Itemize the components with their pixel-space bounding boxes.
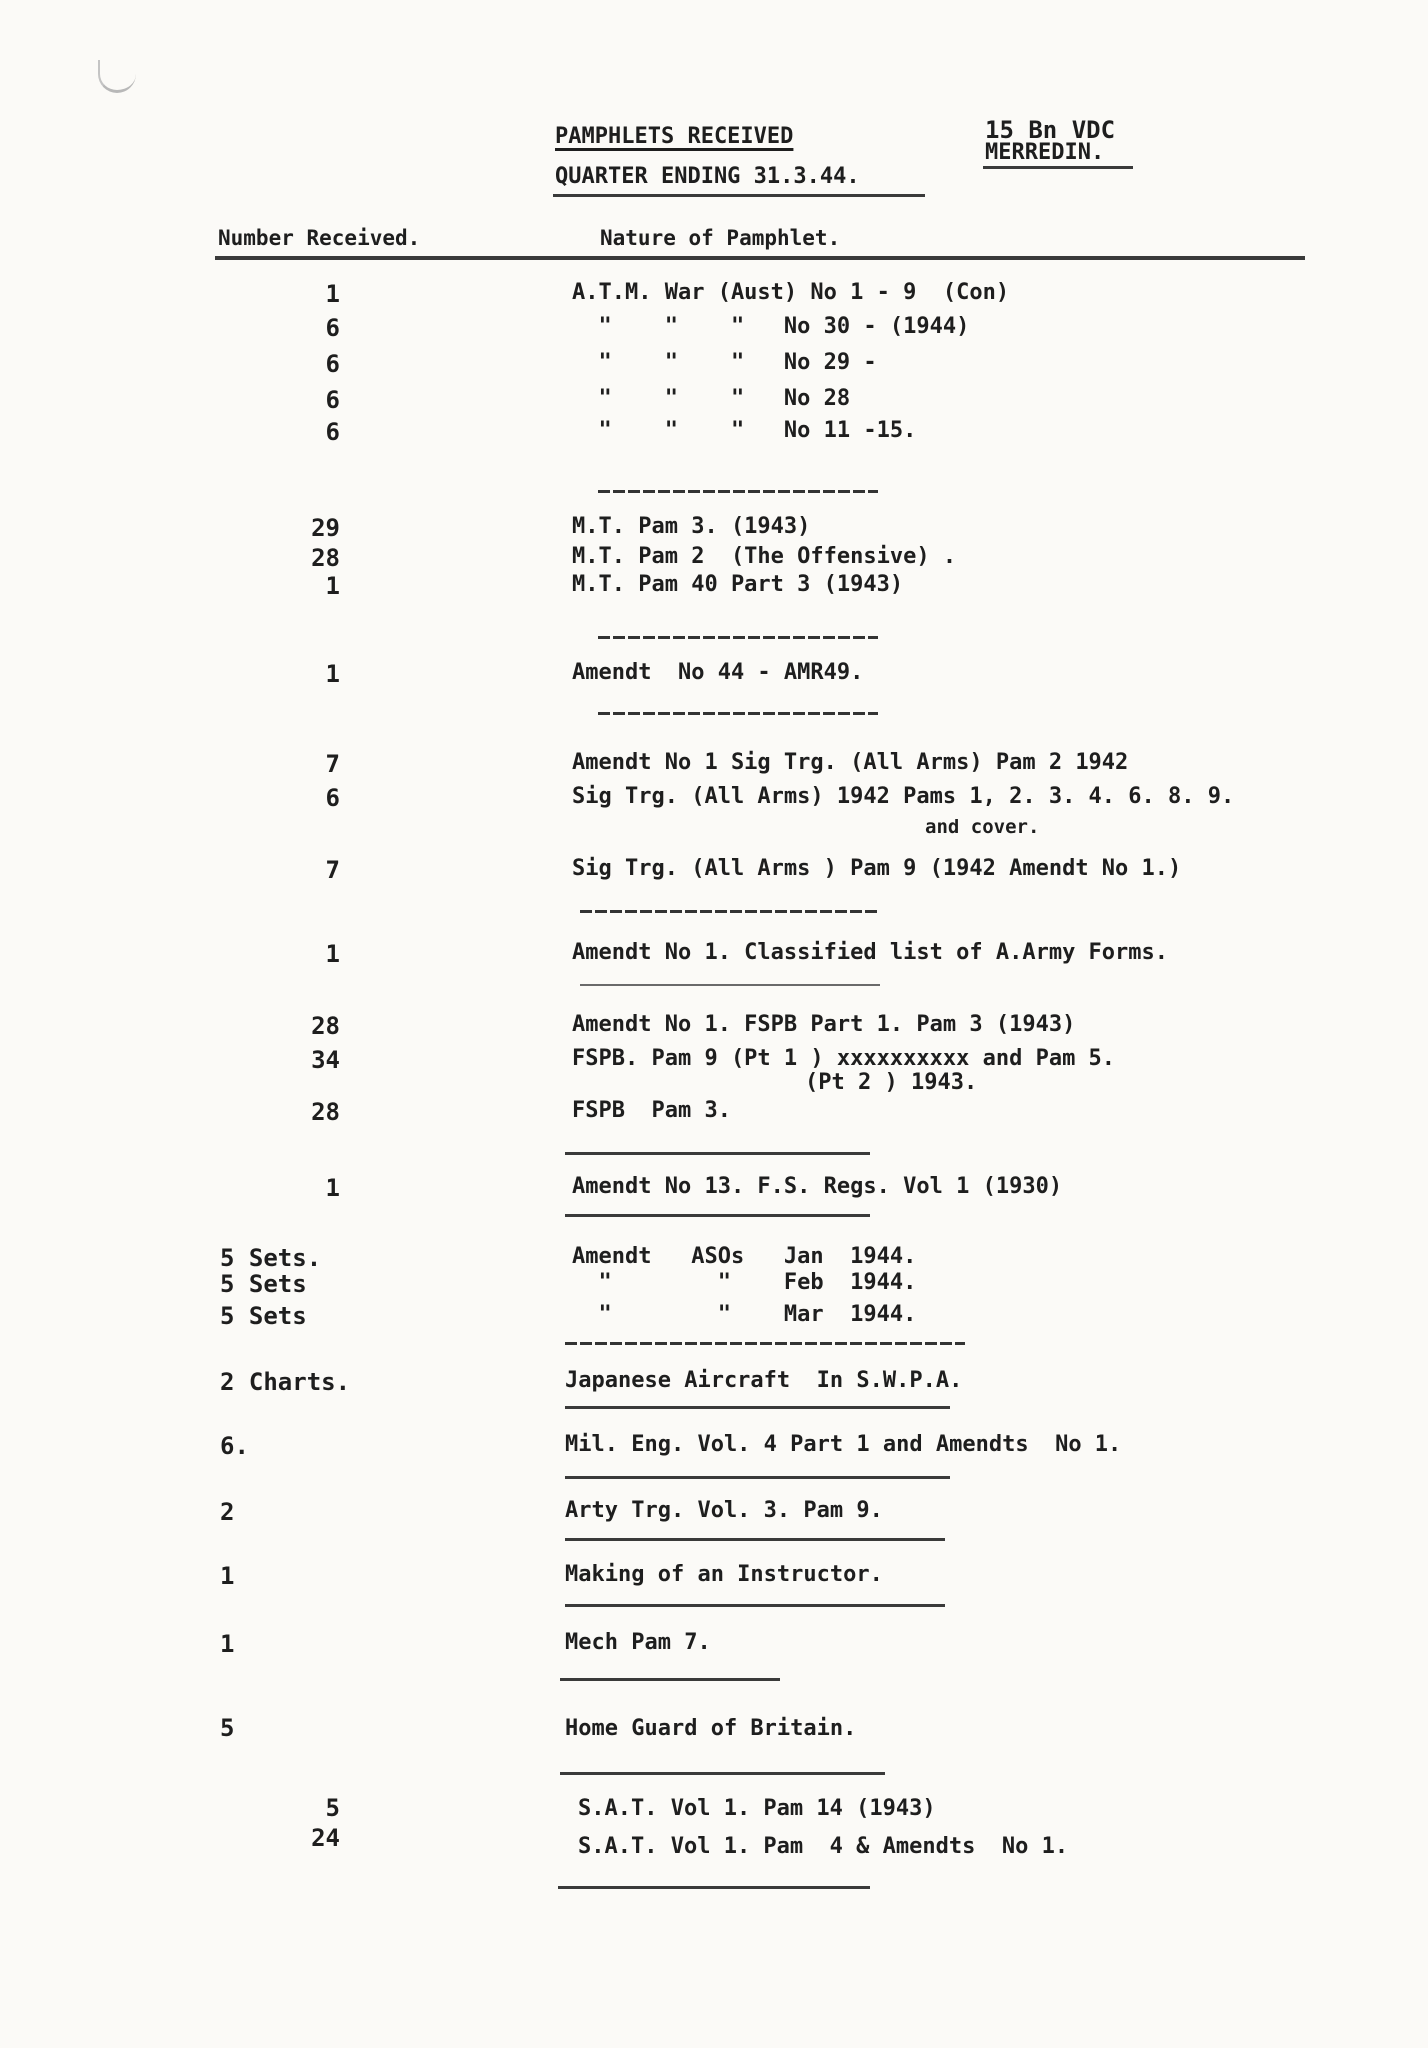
row-pamphlet: M.T. Pam 2 (The Offensive) .	[572, 544, 957, 569]
section-divider	[560, 1772, 885, 1775]
row-pamphlet: Sig Trg. (All Arms ) Pam 9 (1942 Amendt No 1.)	[572, 856, 1182, 881]
section-divider	[565, 1538, 945, 1541]
row-count: 5	[220, 1714, 235, 1742]
row-pamphlet: A.T.M. War (Aust) No 1 - 9 (Con)	[572, 280, 1010, 305]
row-count: 28	[311, 1098, 340, 1126]
section-divider	[565, 1214, 870, 1217]
row-count: 1	[325, 280, 340, 308]
header-rule	[215, 256, 1305, 260]
subtitle-underline	[553, 194, 925, 197]
row-pamphlet: M.T. Pam 40 Part 3 (1943)	[572, 572, 904, 597]
unit-location: MERREDIN.	[985, 140, 1105, 165]
punch-hole-mark	[98, 60, 136, 93]
row-count: 1	[325, 1174, 340, 1202]
row-count: 6	[325, 350, 340, 378]
document-title: PAMPHLETS RECEIVED	[555, 124, 794, 149]
section-divider	[565, 1342, 965, 1345]
row-pamphlet: Sig Trg. (All Arms) 1942 Pams 1, 2. 3. 4. 6. 8. 9.	[572, 784, 1235, 809]
row-count: 1	[220, 1630, 235, 1658]
row-pamphlet: " " " No 29 -	[572, 350, 877, 375]
row-pamphlet: Mil. Eng. Vol. 4 Part 1 and Amendts No 1.	[565, 1432, 1122, 1457]
row-count: 29	[311, 514, 340, 542]
row-pamphlet: Arty Trg. Vol. 3. Pam 9.	[565, 1498, 883, 1523]
row-pamphlet: " " Feb 1944.	[572, 1270, 917, 1295]
row-count: 7	[325, 750, 340, 778]
row-count: 6	[325, 314, 340, 342]
row-count: 6	[325, 784, 340, 812]
row-count: 7	[325, 856, 340, 884]
row-pamphlet-continuation: and cover.	[925, 816, 1040, 838]
row-count: 6	[325, 418, 340, 446]
row-pamphlet: " " Mar 1944.	[572, 1302, 917, 1327]
row-count: 1	[325, 940, 340, 968]
row-count: 34	[311, 1046, 340, 1074]
row-count: 1	[220, 1562, 235, 1590]
row-count: 5	[325, 1794, 340, 1822]
row-pamphlet: Amendt No 1. Classified list of A.Army Forms.	[572, 940, 1169, 965]
section-divider	[565, 1604, 945, 1607]
row-pamphlet: Making of an Instructor.	[565, 1562, 883, 1587]
row-pamphlet: Amendt No 13. F.S. Regs. Vol 1 (1930)	[572, 1174, 1063, 1199]
row-count: 28	[311, 1012, 340, 1040]
row-count: 6.	[220, 1432, 249, 1460]
row-count: 1	[325, 660, 340, 688]
row-count: 24	[311, 1824, 340, 1852]
unit-underline	[983, 166, 1133, 169]
row-pamphlet: M.T. Pam 3. (1943)	[572, 514, 811, 539]
row-pamphlet: Home Guard of Britain.	[565, 1716, 857, 1741]
section-divider	[580, 910, 880, 913]
column-header-number: Number Received.	[218, 226, 421, 250]
row-count: 5 Sets	[220, 1270, 307, 1298]
row-count: 2 Charts.	[220, 1368, 351, 1396]
row-pamphlet: " " " No 28	[572, 386, 851, 411]
row-pamphlet: FSPB. Pam 9 (Pt 1 ) xxxxxxxxxx and Pam 5.	[572, 1046, 1116, 1071]
section-divider	[598, 490, 878, 493]
row-pamphlet: Amendt No 1 Sig Trg. (All Arms) Pam 2 1942	[572, 750, 1129, 775]
row-pamphlet: Amendt No 1. FSPB Part 1. Pam 3 (1943)	[572, 1012, 1076, 1037]
section-divider	[558, 1886, 870, 1889]
row-pamphlet: S.A.T. Vol 1. Pam 4 & Amendts No 1.	[578, 1834, 1069, 1859]
row-pamphlet: Japanese Aircraft In S.W.P.A.	[565, 1368, 963, 1393]
section-divider	[560, 1678, 780, 1681]
row-count: 28	[311, 544, 340, 572]
section-divider	[565, 1152, 870, 1155]
column-header-nature: Nature of Pamphlet.	[600, 226, 841, 250]
section-divider	[565, 1406, 950, 1409]
row-pamphlet: Amendt No 44 - AMR49.	[572, 660, 864, 685]
row-count: 5 Sets.	[220, 1244, 322, 1272]
row-pamphlet: S.A.T. Vol 1. Pam 14 (1943)	[578, 1796, 936, 1821]
section-divider	[565, 1476, 950, 1479]
row-pamphlet: " " " No 11 -15.	[572, 418, 917, 443]
section-divider	[598, 636, 878, 639]
row-count: 1	[325, 572, 340, 600]
row-pamphlet: " " " No 30 - (1944)	[572, 314, 970, 339]
row-pamphlet: Amendt ASOs Jan 1944.	[572, 1244, 917, 1269]
row-pamphlet: Mech Pam 7.	[565, 1630, 711, 1655]
unit-name: 15 Bn VDC	[985, 116, 1116, 144]
section-divider	[580, 984, 880, 986]
row-count: 6	[325, 386, 340, 414]
row-pamphlet: FSPB Pam 3.	[572, 1098, 731, 1123]
row-count: 5 Sets	[220, 1302, 307, 1330]
document-subtitle: QUARTER ENDING 31.3.44.	[555, 164, 860, 189]
row-pamphlet-continuation: (Pt 2 ) 1943.	[805, 1070, 978, 1095]
section-divider	[598, 712, 878, 715]
row-count: 2	[220, 1498, 235, 1526]
